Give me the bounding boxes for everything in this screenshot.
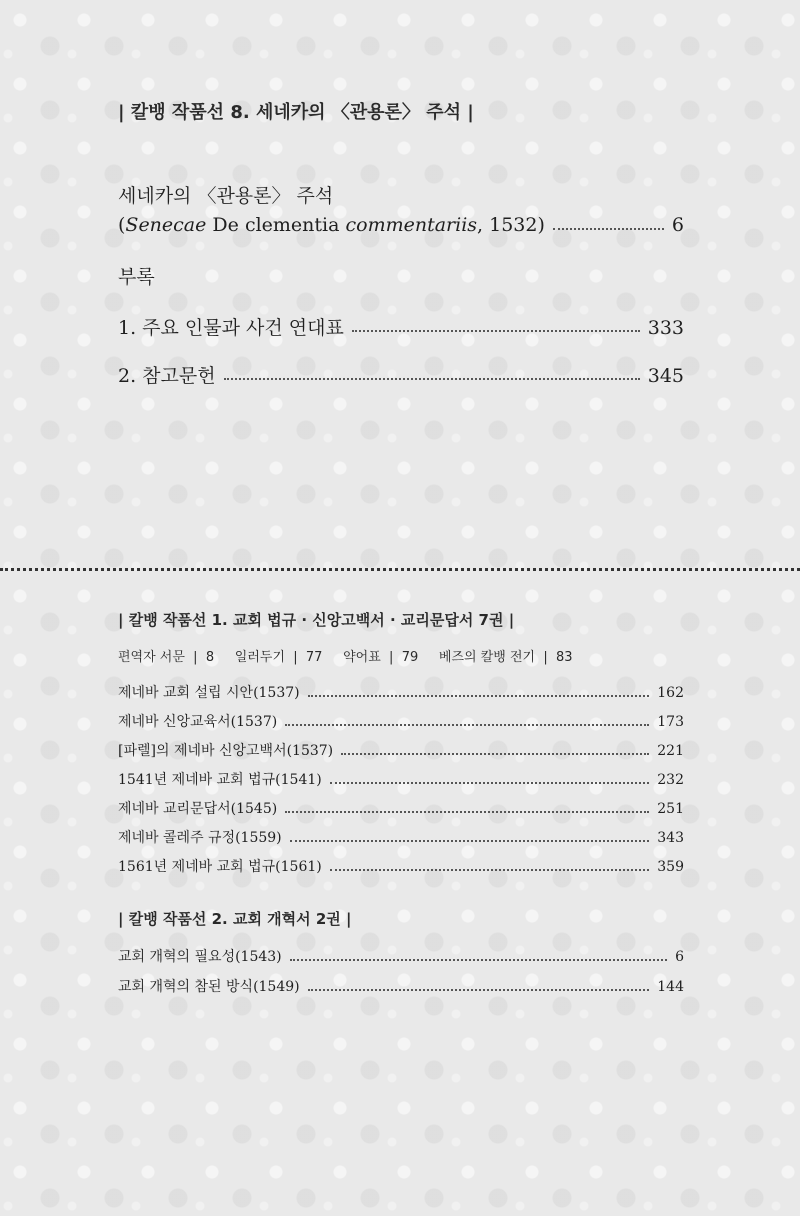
leader-dots <box>285 811 649 813</box>
toc-item[interactable] <box>118 711 684 731</box>
volume-1-heading: | 칼뱅 작품선 1. 교회 법규 · 신앙고백서 · 교리문답서 7권 | <box>118 611 515 629</box>
page-number: 221 <box>657 743 684 759</box>
leader-dots <box>290 959 667 961</box>
toc-item-label: 교회 개혁의 참된 방식(1549) <box>118 979 300 995</box>
toc-item[interactable] <box>118 827 684 847</box>
toc-item[interactable] <box>118 856 684 876</box>
toc-item[interactable] <box>118 976 684 996</box>
toc-item[interactable] <box>118 740 684 760</box>
entry-subtitle: (Senecae De clementia commentariis, 1532) <box>118 214 545 236</box>
leader-dots <box>341 753 649 755</box>
leader-dots <box>308 989 650 991</box>
toc-item-label: 제네바 신앙교육서(1537) <box>118 714 278 730</box>
entry-title: 세네카의 〈관용론〉 주석 <box>118 185 334 207</box>
page-number: 343 <box>657 830 684 846</box>
toc-item[interactable] <box>118 682 684 702</box>
volume-8-heading: | 칼뱅 작품선 8. 세네카의 〈관용론〉 주석 | <box>118 102 474 123</box>
page-number: 333 <box>647 317 684 339</box>
toc-item-label: 제네바 교회 설립 시안(1537) <box>118 685 300 701</box>
page-number: 345 <box>647 365 684 387</box>
leader-dots <box>330 782 650 784</box>
leader-dots <box>553 228 664 230</box>
leader-dots <box>352 330 640 332</box>
section-divider <box>0 568 800 571</box>
volume-2-heading: | 칼뱅 작품선 2. 교회 개혁서 2권 | <box>118 910 352 928</box>
toc-item-label: [파렐]의 제네바 신앙고백서(1537) <box>118 743 334 759</box>
appendix-label: 부록 <box>118 266 155 288</box>
page-number: 359 <box>657 859 684 875</box>
toc-item[interactable] <box>118 361 684 388</box>
page-number: 6 <box>671 214 684 236</box>
page-number: 162 <box>657 685 684 701</box>
leader-dots <box>308 695 650 697</box>
page-number: 232 <box>657 772 684 788</box>
toc-item[interactable] <box>118 769 684 789</box>
front-matter-line: 편역자 서문 | 8 일러두기 | 77 약어표 | 79 베즈의 칼뱅 전기 | 83 <box>118 650 573 665</box>
toc-item[interactable] <box>118 946 684 966</box>
toc-item-label: 교회 개혁의 필요성(1543) <box>118 949 282 965</box>
leader-dots <box>330 869 650 871</box>
toc-item-label: 1541년 제네바 교회 법규(1541) <box>118 772 322 788</box>
page-number: 251 <box>657 801 684 817</box>
toc-item-label: 제네바 콜레주 규정(1559) <box>118 830 282 846</box>
toc-item-label: 1. 주요 인물과 사건 연대표 <box>118 317 344 339</box>
toc-item[interactable] <box>118 313 684 340</box>
entry-subtitle-row[interactable] <box>118 214 684 236</box>
leader-dots <box>224 378 640 380</box>
page-number: 6 <box>675 949 684 965</box>
toc-item-label: 2. 참고문헌 <box>118 365 216 387</box>
leader-dots <box>285 724 649 726</box>
page-number: 173 <box>657 714 684 730</box>
leader-dots <box>290 840 650 842</box>
page-number: 144 <box>657 979 684 995</box>
toc-item[interactable] <box>118 798 684 818</box>
toc-item-label: 1561년 제네바 교회 법규(1561) <box>118 859 322 875</box>
toc-item-label: 제네바 교리문답서(1545) <box>118 801 278 817</box>
